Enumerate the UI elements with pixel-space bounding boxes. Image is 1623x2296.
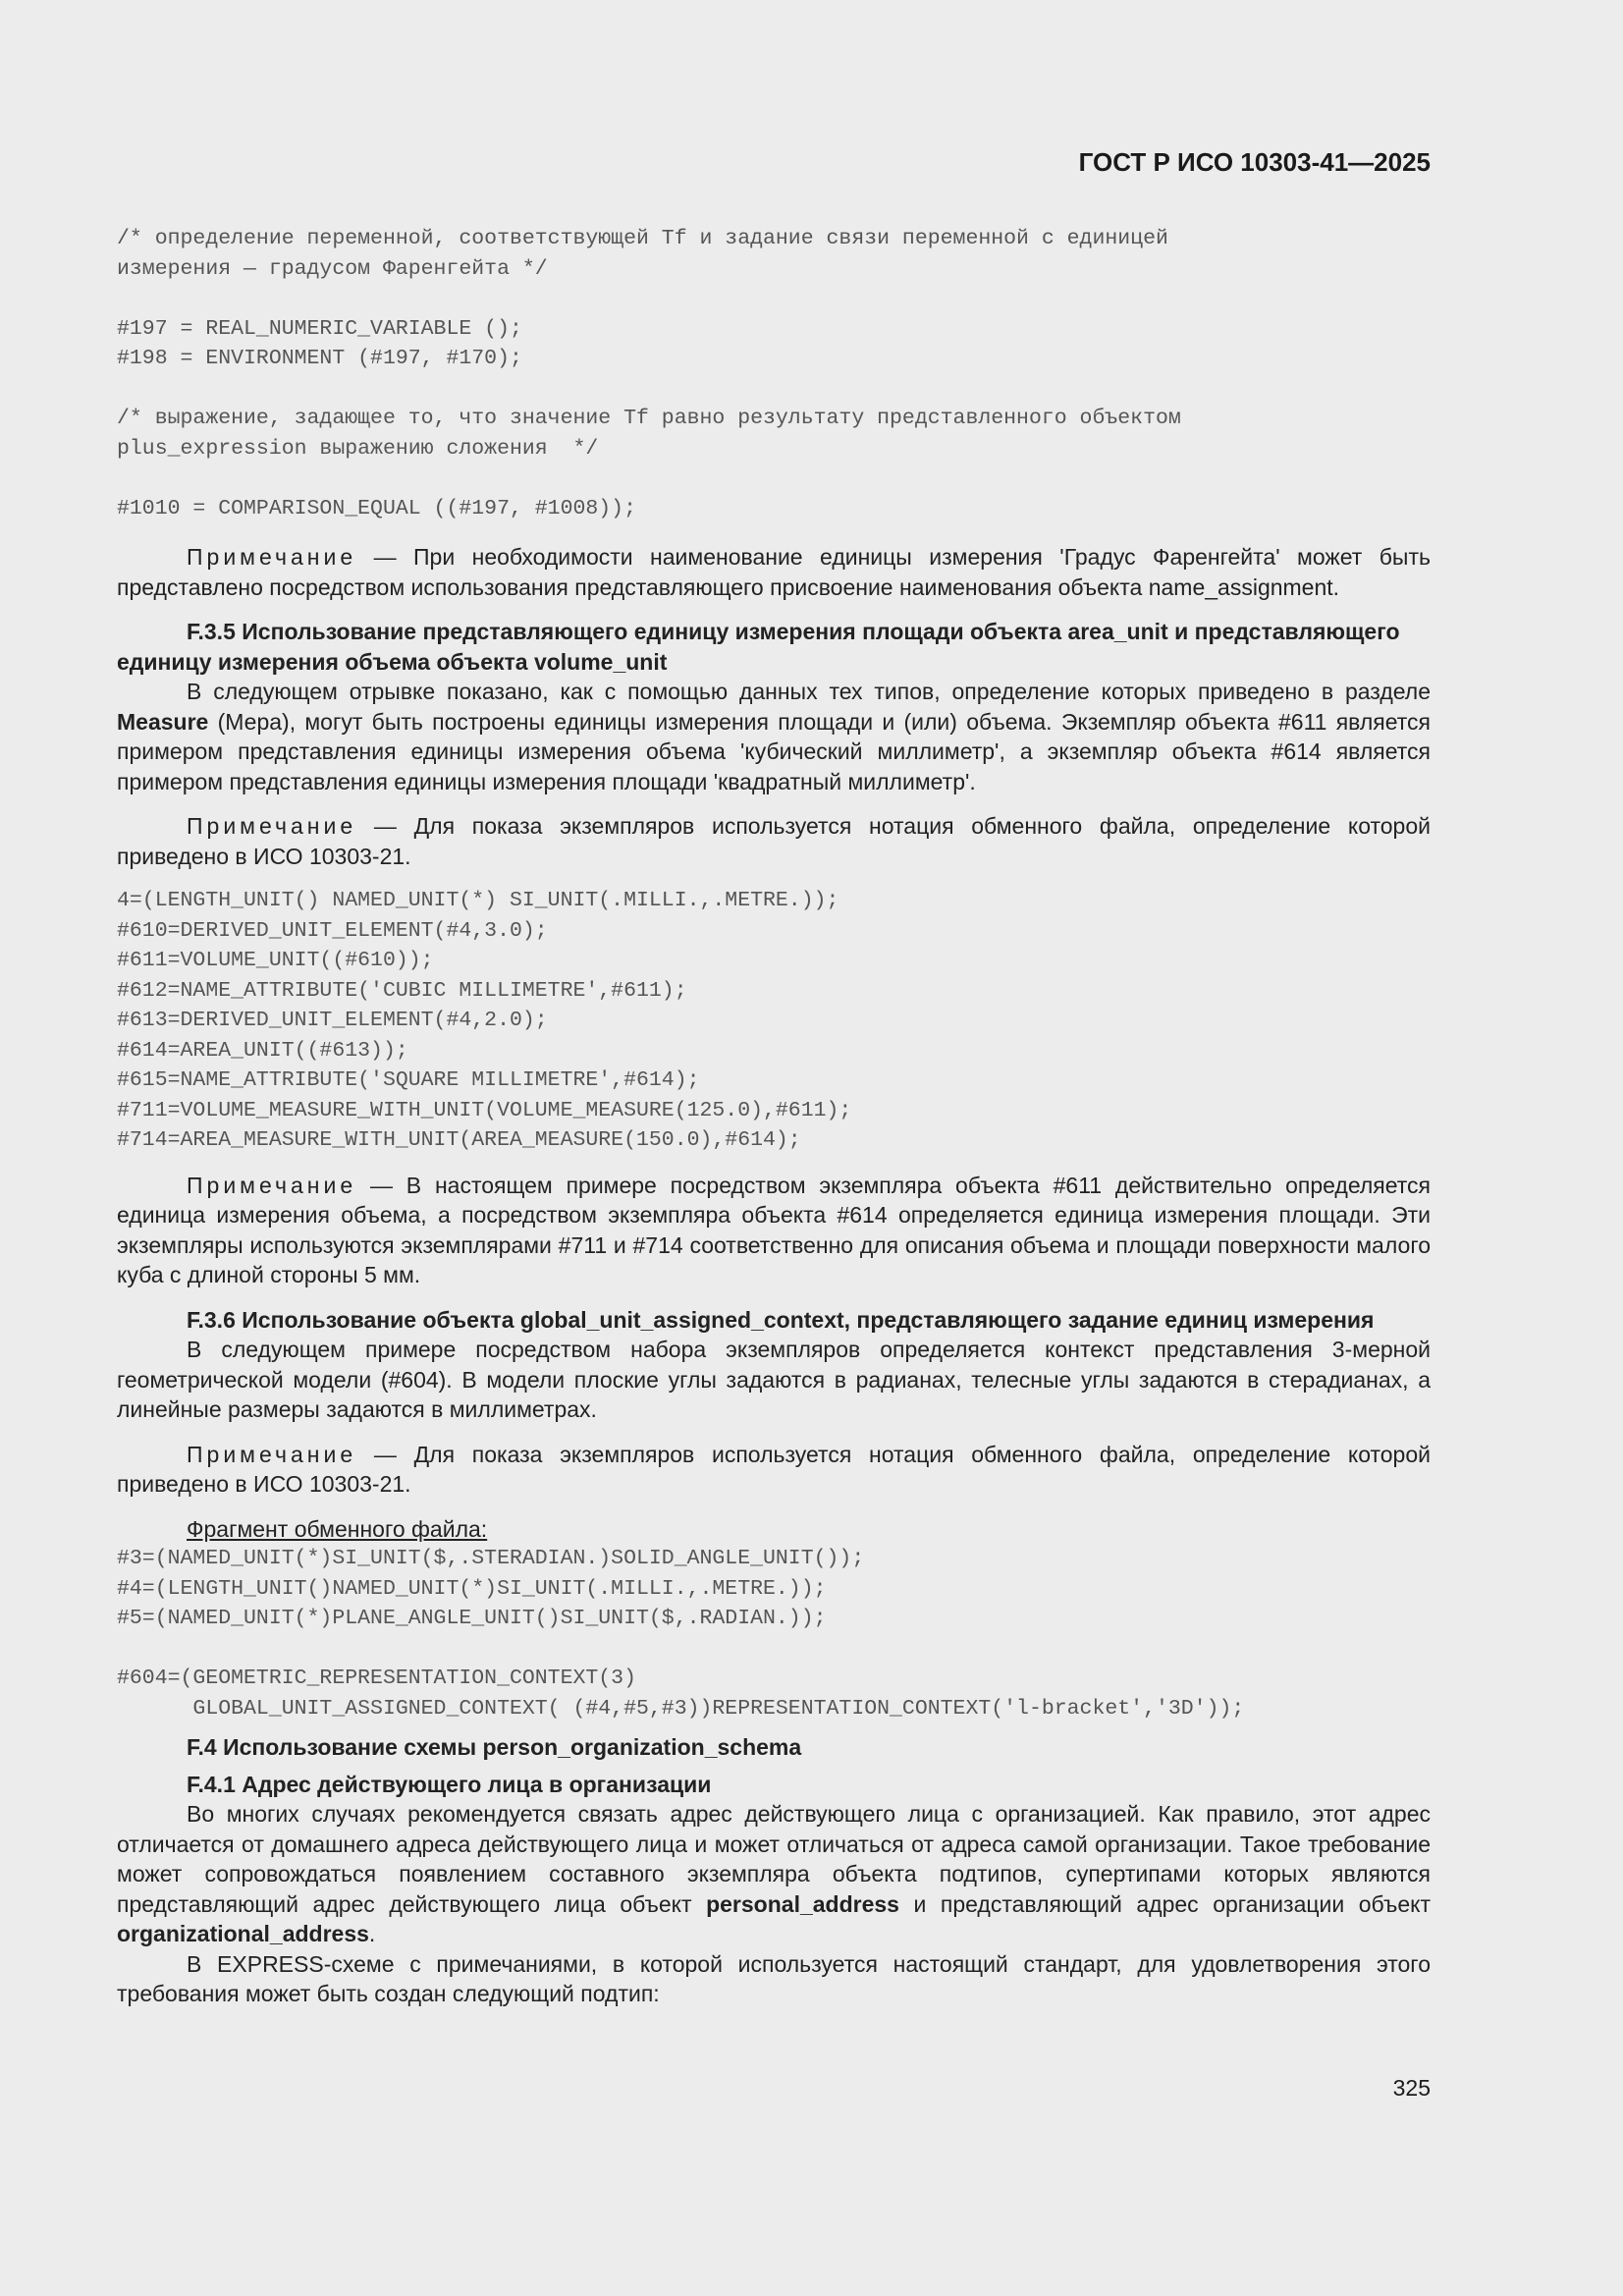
note-text: — При необходимости наименование единицы измерения 'Градус Фаренгейта' может быть представлено посредством использования представляющего присвоение наименования объекта name_assignment. xyxy=(117,544,1431,600)
fragment-caption xyxy=(117,1514,1431,1545)
note-f35-cube xyxy=(117,1171,1431,1290)
note-label: Примечание xyxy=(187,544,357,570)
section-f41-paragraph-2: В EXPRESS-схеме с примечаниями, в которой используется настоящий стандарт, для удовлетворения этого требования может быть создан следующий подтип: xyxy=(117,1950,1431,2006)
section-f41-paragraph xyxy=(117,1799,1431,1949)
note-label: Примечание xyxy=(187,1441,357,1467)
note-fahrenheit xyxy=(117,542,1431,602)
page-number: 325 xyxy=(1392,2075,1431,2101)
note-text: — В настоящем примере посредством экземпляра объекта #611 действительно определяется единица измерения объема, а посредством экземпляра объекта #614 определяется единица измерения площади. Эти экземпляры используются экземплярами #711 и #714 соответственно для описания объема и площади поверхности малого куба с длиной стороны 5 мм. xyxy=(117,1172,1431,1287)
para-text: В следующем отрывке показано, как с помощью данных тех типов, определение которых приведено в разделе xyxy=(187,679,1431,704)
para-text: (Мера), могут быть построены единицы измерения площади и (или) объема. Экземпляр объекта #611 является примером представления единицы измерения объема 'кубический миллиметр', а экземпляр объекта #614 является примером представления единицы измерения площади 'квадратный миллиметр'. xyxy=(117,708,1431,794)
note-label: Примечание xyxy=(187,813,357,839)
note-f35-notation xyxy=(117,811,1431,871)
note-f36-notation xyxy=(117,1440,1431,1500)
code-block-fahrenheit: /* определение переменной, соответствующей Tf и задание связи переменной с единицей измерения — градусом Фаренгейта */ #197 = REAL_NUMERIC_VARIABLE (); #198 = ENVIRONMENT (#197, #170); /* выражение, задающее то, что значение Tf равно результату представленного объектом plus_expression выражению сложения */ #1010 = COMPARISON_EQUAL ((#197, #1008)); xyxy=(117,227,1181,520)
section-f36-paragraph: В следующем примере посредством набора экземпляров определяется контекст представления 3-мерной геометрической модели (#604). В модели плоские углы задаются в радианах, телесные углы задаются в стерадианах, а линейные размеры задаются в миллиметрах. xyxy=(117,1337,1431,1422)
section-f36-heading: F.3.6 Использование объекта global_unit_assigned_context, представляющего задание единиц измерения xyxy=(187,1306,1375,1333)
standard-header: ГОСТ Р ИСО 10303-41—2025 xyxy=(1078,147,1431,177)
code-block-context: #3=(NAMED_UNIT(*)SI_UNIT($,.STERADIAN.)SOLID_ANGLE_UNIT()); #4=(LENGTH_UNIT()NAMED_UNIT(*)SI_UNIT(.MILLI.,.METRE.)); #5=(NAMED_UNIT(*)PLANE_ANGLE_UNIT()SI_UNIT($,.RADIAN.)); #604=(GEOMETRIC_REPRESENTATION_CONTEXT(3) GLOBAL_UNIT_ASSIGNED_CONTEXT( (#4,#5,#3))REPRESENTATION_CONTEXT('l-bracket','3D')); xyxy=(117,1547,1245,1721)
section-f41-heading: F.4.1 Адрес действующего лица в организации xyxy=(187,1771,712,1797)
para-text: и представляющий адрес организации объект xyxy=(898,1890,1431,1917)
note-text: — Для показа экземпляров используется нотация обменного файла, определение которой приведено в ИСО 10303-21. xyxy=(117,1441,1431,1497)
para-bold-term: personal_address xyxy=(706,1890,899,1917)
page-content xyxy=(117,224,1431,2009)
section-f35-heading: F.3.5 Использование представляющего единицу измерения площади объекта area_unit и представляющего единицу измерения объема объекта volume_unit xyxy=(117,619,1400,675)
code-block-units: 4=(LENGTH_UNIT() NAMED_UNIT(*) SI_UNIT(.MILLI.,.METRE.)); #610=DERIVED_UNIT_ELEMENT(#4,3.0); #611=VOLUME_UNIT((#610)); #612=NAME_ATTRIBUTE('CUBIC MILLIMETRE',#611); #613=DERIVED_UNIT_ELEMENT(#4,2.0); #614=AREA_UNIT((#613)); #615=NAME_ATTRIBUTE('SQUARE MILLIMETRE',#614); #711=VOLUME_MEASURE_WITH_UNIT(VOLUME_MEASURE(125.0),#611); #714=AREA_MEASURE_WITH_UNIT(AREA_MEASURE(150.0),#614); xyxy=(117,889,852,1152)
note-label: Примечание xyxy=(187,1172,357,1198)
para-text: . xyxy=(368,1921,376,1946)
section-f35-paragraph xyxy=(117,677,1431,796)
section-f4-heading: F.4 Использование схемы person_organization_schema xyxy=(187,1734,802,1760)
para-bold-term: organizational_address xyxy=(117,1921,369,1946)
para-bold-term: Measure xyxy=(117,708,209,735)
note-text: — Для показа экземпляров используется нотация обменного файла, определение которой приведено в ИСО 10303-21. xyxy=(117,813,1431,869)
para-text: Во многих случаях рекомендуется связать адрес действующего лица с организацией. Как правило, этот адрес отличается от домашнего адреса действующего лица и может отличаться от адреса самой организации. Такое требование может сопровождаться появлением составного экземпляра объекта подтипов, супертипами которых являются представляющий адрес действующего лица объект xyxy=(117,1801,1431,1917)
fragment-label: Фрагмент обменного файла: xyxy=(187,1515,488,1542)
